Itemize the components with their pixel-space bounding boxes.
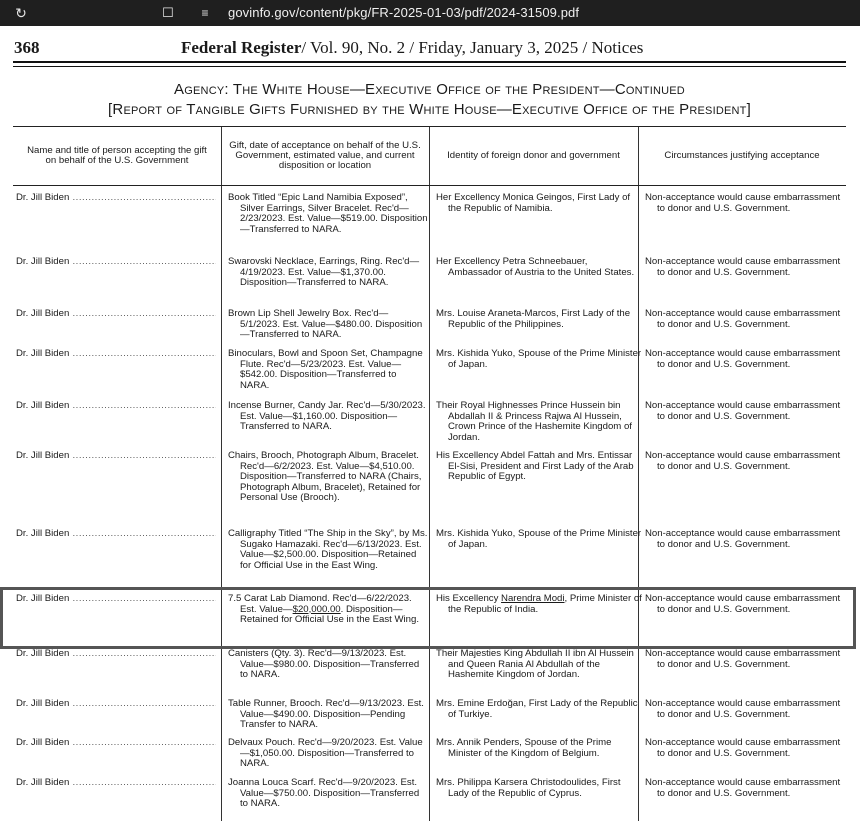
address-bar-url[interactable]: govinfo.gov/content/pkg/FR-2025-01-03/pdf/2024-31509.pdf — [228, 5, 580, 20]
donor-identity: Their Royal Highnesses Prince Hussein bin Abdallah II & Princess Rajwa Al Hussein, Crown Prince of the Hashemite Kingdom of Jordan. — [436, 400, 632, 443]
recipient-name: Dr. Jill Biden ..... — [16, 594, 216, 605]
recipient-name: Dr. Jill Biden ..... — [16, 699, 216, 710]
gift-description: Binoculars, Bowl and Spoon Set, Champagne Flute. Rec'd—5/23/2023. Est. Value—$542.00. Disposition—Transferred to NARA. — [228, 348, 423, 391]
gift-text: . Disposition—Retained for Official Use in the East Wing. — [240, 603, 419, 626]
column-divider — [221, 127, 222, 821]
donor-name: Narendra Modi — [501, 593, 565, 604]
donor-identity: Her Excellency Petra Schneebauer, Ambassador of Austria to the United States. — [436, 256, 635, 278]
recipient-name: Dr. Jill Biden ..... — [16, 778, 216, 789]
gift-description: Delvaux Pouch. Rec'd—9/20/2023. Est. Value—$1,050.00. Disposition—Transferred to NARA. — [228, 737, 423, 770]
acceptance-circumstances: Non-acceptance would cause embarrassment to donor and U.S. Government. — [645, 648, 841, 670]
gift-description: Joanna Louca Scarf. Rec'd—9/20/2023. Est. Value—$750.00. Disposition—Transferred to NARA. — [228, 777, 420, 810]
acceptance-circumstances: Non-acceptance would cause embarrassment to donor and U.S. Government. — [645, 698, 841, 720]
recipient-name: Dr. Jill Biden ..... — [16, 193, 216, 204]
report-title: [Report of Tangible Gifts Furnished by the White House—Executive Office of the President] — [108, 101, 751, 118]
donor-identity: Mrs. Annik Penders, Spouse of the Prime Minister of the Kingdom of Belgium. — [436, 737, 612, 759]
acceptance-circumstances: Non-acceptance would cause embarrassment to donor and U.S. Government. — [645, 528, 841, 550]
donor-identity: Mrs. Emine Erdoğan, First Lady of the Republic of Turkiye. — [436, 698, 638, 720]
recipient-name: Dr. Jill Biden ..... — [16, 349, 216, 360]
gift-description: Book Titled “Epic Land Namibia Exposed”, Silver Earrings, Silver Bracelet. Rec'd—2/23/2023. Est. Value—$519.00. Disposition—Transferred to NARA. — [228, 192, 428, 235]
column-header-circumstances: Circumstances justifying acceptance — [664, 150, 820, 161]
column-header-name: Name and title of person accepting the gift on behalf of the U.S. Government — [27, 145, 207, 166]
acceptance-circumstances: Non-acceptance would cause embarrassment to donor and U.S. Government. — [645, 450, 841, 472]
gift-value: $20,000.00 — [292, 603, 341, 615]
acceptance-circumstances: Non-acceptance would cause embarrassment to donor and U.S. Government. — [645, 737, 841, 759]
header-rule-thin — [13, 66, 846, 67]
acceptance-circumstances: Non-acceptance would cause embarrassment to donor and U.S. Government. — [645, 308, 841, 330]
donor-identity: Mrs. Philippa Karsera Christodoulides, First Lady of the Republic of Cyprus. — [436, 777, 621, 799]
gifts-table — [13, 126, 846, 821]
running-title — [181, 38, 643, 58]
donor-identity: Mrs. Louise Araneta-Marcos, First Lady of the Republic of the Philippines. — [436, 308, 631, 330]
recipient-name: Dr. Jill Biden ..... — [16, 401, 216, 412]
recipient-name: Dr. Jill Biden ..... — [16, 257, 216, 268]
gift-description: Chairs, Brooch, Photograph Album, Bracelet. Rec'd—6/2/2023. Est. Value—$4,510.00. Disposition—Transferred to NARA (Chairs, Photograph Album, Bracelet), Retained for Personal Use (Brooch). — [228, 450, 422, 504]
donor-text: His Excellency — [436, 593, 502, 604]
issue-info: / Vol. 90, No. 2 / Friday, January 3, 2025 / Notices — [301, 38, 644, 57]
acceptance-circumstances: Non-acceptance would cause embarrassment to donor and U.S. Government. — [645, 256, 841, 278]
gift-description: Table Runner, Brooch. Rec'd—9/13/2023. Est. Value—$490.00. Disposition—Pending Transfer to NARA. — [228, 698, 424, 731]
journal-name: Federal Register — [181, 38, 302, 57]
browser-toolbar — [0, 0, 860, 26]
reload-icon[interactable]: ↻ — [15, 5, 27, 21]
column-header-gift: Gift, date of acceptance on behalf of the U.S. Government, estimated value, and current disposition or location — [229, 140, 421, 171]
site-info-icon[interactable]: ≡ — [201, 6, 209, 20]
acceptance-circumstances: Non-acceptance would cause embarrassment to donor and U.S. Government. — [645, 777, 841, 799]
column-divider — [429, 127, 430, 821]
acceptance-circumstances: Non-acceptance would cause embarrassment to donor and U.S. Government. — [645, 593, 841, 615]
table-header — [13, 127, 846, 186]
recipient-name: Dr. Jill Biden ..... — [16, 451, 216, 462]
gift-description: Canisters (Qty. 3). Rec'd—9/13/2023. Est. Value—$980.00. Disposition—Transferred to NARA. — [228, 648, 420, 681]
acceptance-circumstances: Non-acceptance would cause embarrassment to donor and U.S. Government. — [645, 400, 841, 422]
acceptance-circumstances: Non-acceptance would cause embarrassment to donor and U.S. Government. — [645, 348, 841, 370]
recipient-name: Dr. Jill Biden ..... — [16, 649, 216, 660]
acceptance-circumstances: Non-acceptance would cause embarrassment to donor and U.S. Government. — [645, 192, 841, 214]
donor-text: , Prime Minister of the Republic of India. — [448, 593, 642, 615]
gift-description: Incense Burner, Candy Jar. Rec'd—5/30/2023. Est. Value—$1,160.00. Disposition—Transferred to NARA. — [228, 400, 426, 433]
page-number: 368 — [14, 38, 40, 57]
donor-identity: Their Majesties King Abdullah II ibn Al Hussein and Queen Rania Al Abdullah of the Hashemite Kingdom of Jordan. — [436, 648, 634, 681]
donor-identity: His Excellency Abdel Fattah and Mrs. Entissar El-Sisi, President and First Lady of the Arab Republic of Egypt. — [436, 450, 634, 483]
header-rule — [13, 61, 846, 63]
column-header-donor: Identity of foreign donor and government — [447, 150, 620, 161]
bookmark-icon[interactable]: ☐ — [162, 5, 174, 20]
highlight-box — [0, 587, 856, 649]
recipient-name: Dr. Jill Biden ..... — [16, 529, 216, 540]
agency-title: Agency: The White House—Executive Office of the President—Continued — [174, 81, 685, 98]
gift-description: Brown Lip Shell Jewelry Box. Rec'd—5/1/2023. Est. Value—$480.00. Disposition—Transferred to NARA. — [228, 308, 423, 341]
gift-description: Calligraphy Titled “The Ship in the Sky”, by Ms. Sugako Hamazaki. Rec'd—6/13/2023. Est. Value—$2,500.00. Disposition—Retained for Official Use in the East Wing. — [228, 528, 428, 571]
donor-identity: Her Excellency Monica Geingos, First Lady of the Republic of Namibia. — [436, 192, 631, 214]
recipient-name: Dr. Jill Biden ..... — [16, 309, 216, 320]
gift-text: 7.5 Carat Lab Diamond. Rec'd—6/22/2023. Est. Value— — [228, 593, 412, 615]
donor-identity: Mrs. Kishida Yuko, Spouse of the Prime Minister of Japan. — [436, 528, 642, 550]
gift-description: Swarovski Necklace, Earrings, Ring. Rec'd—4/19/2023. Est. Value—$1,370.00. Disposition—Transferred to NARA. — [228, 256, 420, 289]
donor-identity: Mrs. Kishida Yuko, Spouse of the Prime Minister of Japan. — [436, 348, 642, 370]
recipient-name: Dr. Jill Biden ..... — [16, 738, 216, 749]
